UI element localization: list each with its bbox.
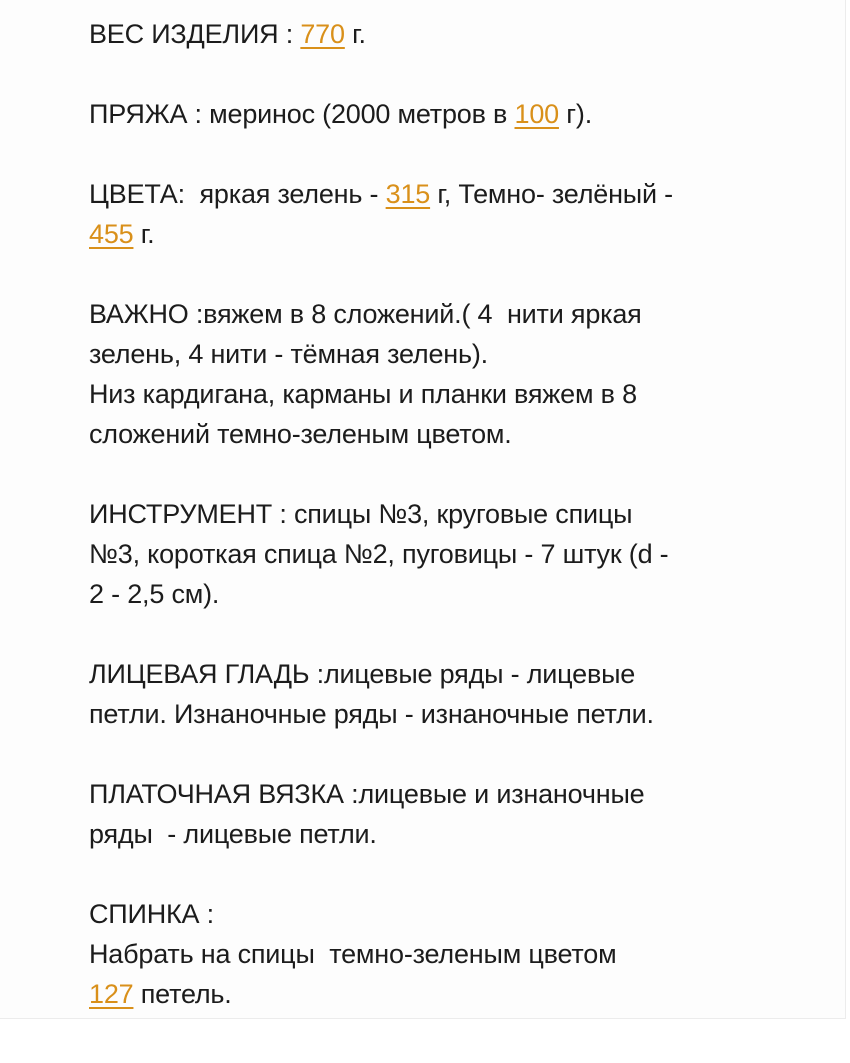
line-text: Набрать на спицы темно-зеленым цветом: [89, 939, 617, 969]
line-text-after: г, Темно- зелёный -: [430, 179, 673, 209]
text-line: [89, 814, 789, 854]
line-text: ПЛАТОЧНАЯ ВЯЗКА :лицевые и изнаночные: [89, 779, 645, 809]
line-text: ПРЯЖА : меринос (2000 метров в: [89, 99, 515, 129]
section-2: [89, 174, 789, 254]
text-line: [89, 574, 789, 614]
line-text-after: петель.: [133, 979, 232, 1009]
section-1: [89, 94, 789, 134]
section-5: [89, 654, 789, 734]
text-line: [89, 894, 789, 934]
line-text: ВЕС ИЗДЕЛИЯ :: [89, 19, 301, 49]
number-link[interactable]: 100: [514, 99, 559, 129]
line-text: 2 - 2,5 см).: [89, 579, 220, 609]
text-line: [89, 774, 789, 814]
line-text: ИНСТРУМЕНТ : спицы №3, круговые спицы: [89, 499, 633, 529]
document-content: [89, 14, 789, 1054]
number-link[interactable]: 455: [89, 219, 134, 249]
text-line: [89, 494, 789, 534]
text-line: [89, 214, 789, 254]
text-line: [89, 94, 789, 134]
section-4: [89, 494, 789, 614]
number-link[interactable]: 127: [89, 979, 134, 1009]
text-line: [89, 294, 789, 334]
line-text: сложений темно-зеленым цветом.: [89, 419, 512, 449]
text-line: [89, 694, 789, 734]
line-text: ряды - лицевые петли.: [89, 819, 377, 849]
line-text: ВАЖНО :вяжем в 8 сложений.( 4 нити яркая: [89, 299, 642, 329]
section-7: [89, 894, 789, 1014]
text-line: [89, 414, 789, 454]
section-6: [89, 774, 789, 854]
text-line: [89, 534, 789, 574]
line-text-after: г).: [558, 99, 592, 129]
line-text: СПИНКА :: [89, 899, 214, 929]
section-0: [89, 14, 789, 54]
text-line: [89, 14, 789, 54]
number-link[interactable]: 315: [385, 179, 431, 209]
line-text: зелень, 4 нити - тёмная зелень).: [89, 339, 488, 369]
line-text: №3, короткая спица №2, пуговицы - 7 штук (d -: [89, 539, 669, 569]
section-3: [89, 294, 789, 454]
text-line: [89, 334, 789, 374]
number-link[interactable]: 770: [300, 19, 345, 49]
text-line: [89, 174, 789, 214]
line-text-after: г.: [344, 19, 366, 49]
line-text: петли. Изнаночные ряды - изнаночные петли.: [89, 699, 654, 729]
line-text-after: г.: [133, 219, 155, 249]
text-line: [89, 374, 789, 414]
line-text: ЛИЦЕВАЯ ГЛАДЬ :лицевые ряды - лицевые: [89, 659, 636, 689]
text-line: [89, 974, 789, 1014]
line-text: Низ кардигана, карманы и планки вяжем в 8: [89, 379, 637, 409]
text-line: [89, 934, 789, 974]
text-line: [89, 654, 789, 694]
line-text: ЦВЕТА: яркая зелень -: [89, 179, 386, 209]
